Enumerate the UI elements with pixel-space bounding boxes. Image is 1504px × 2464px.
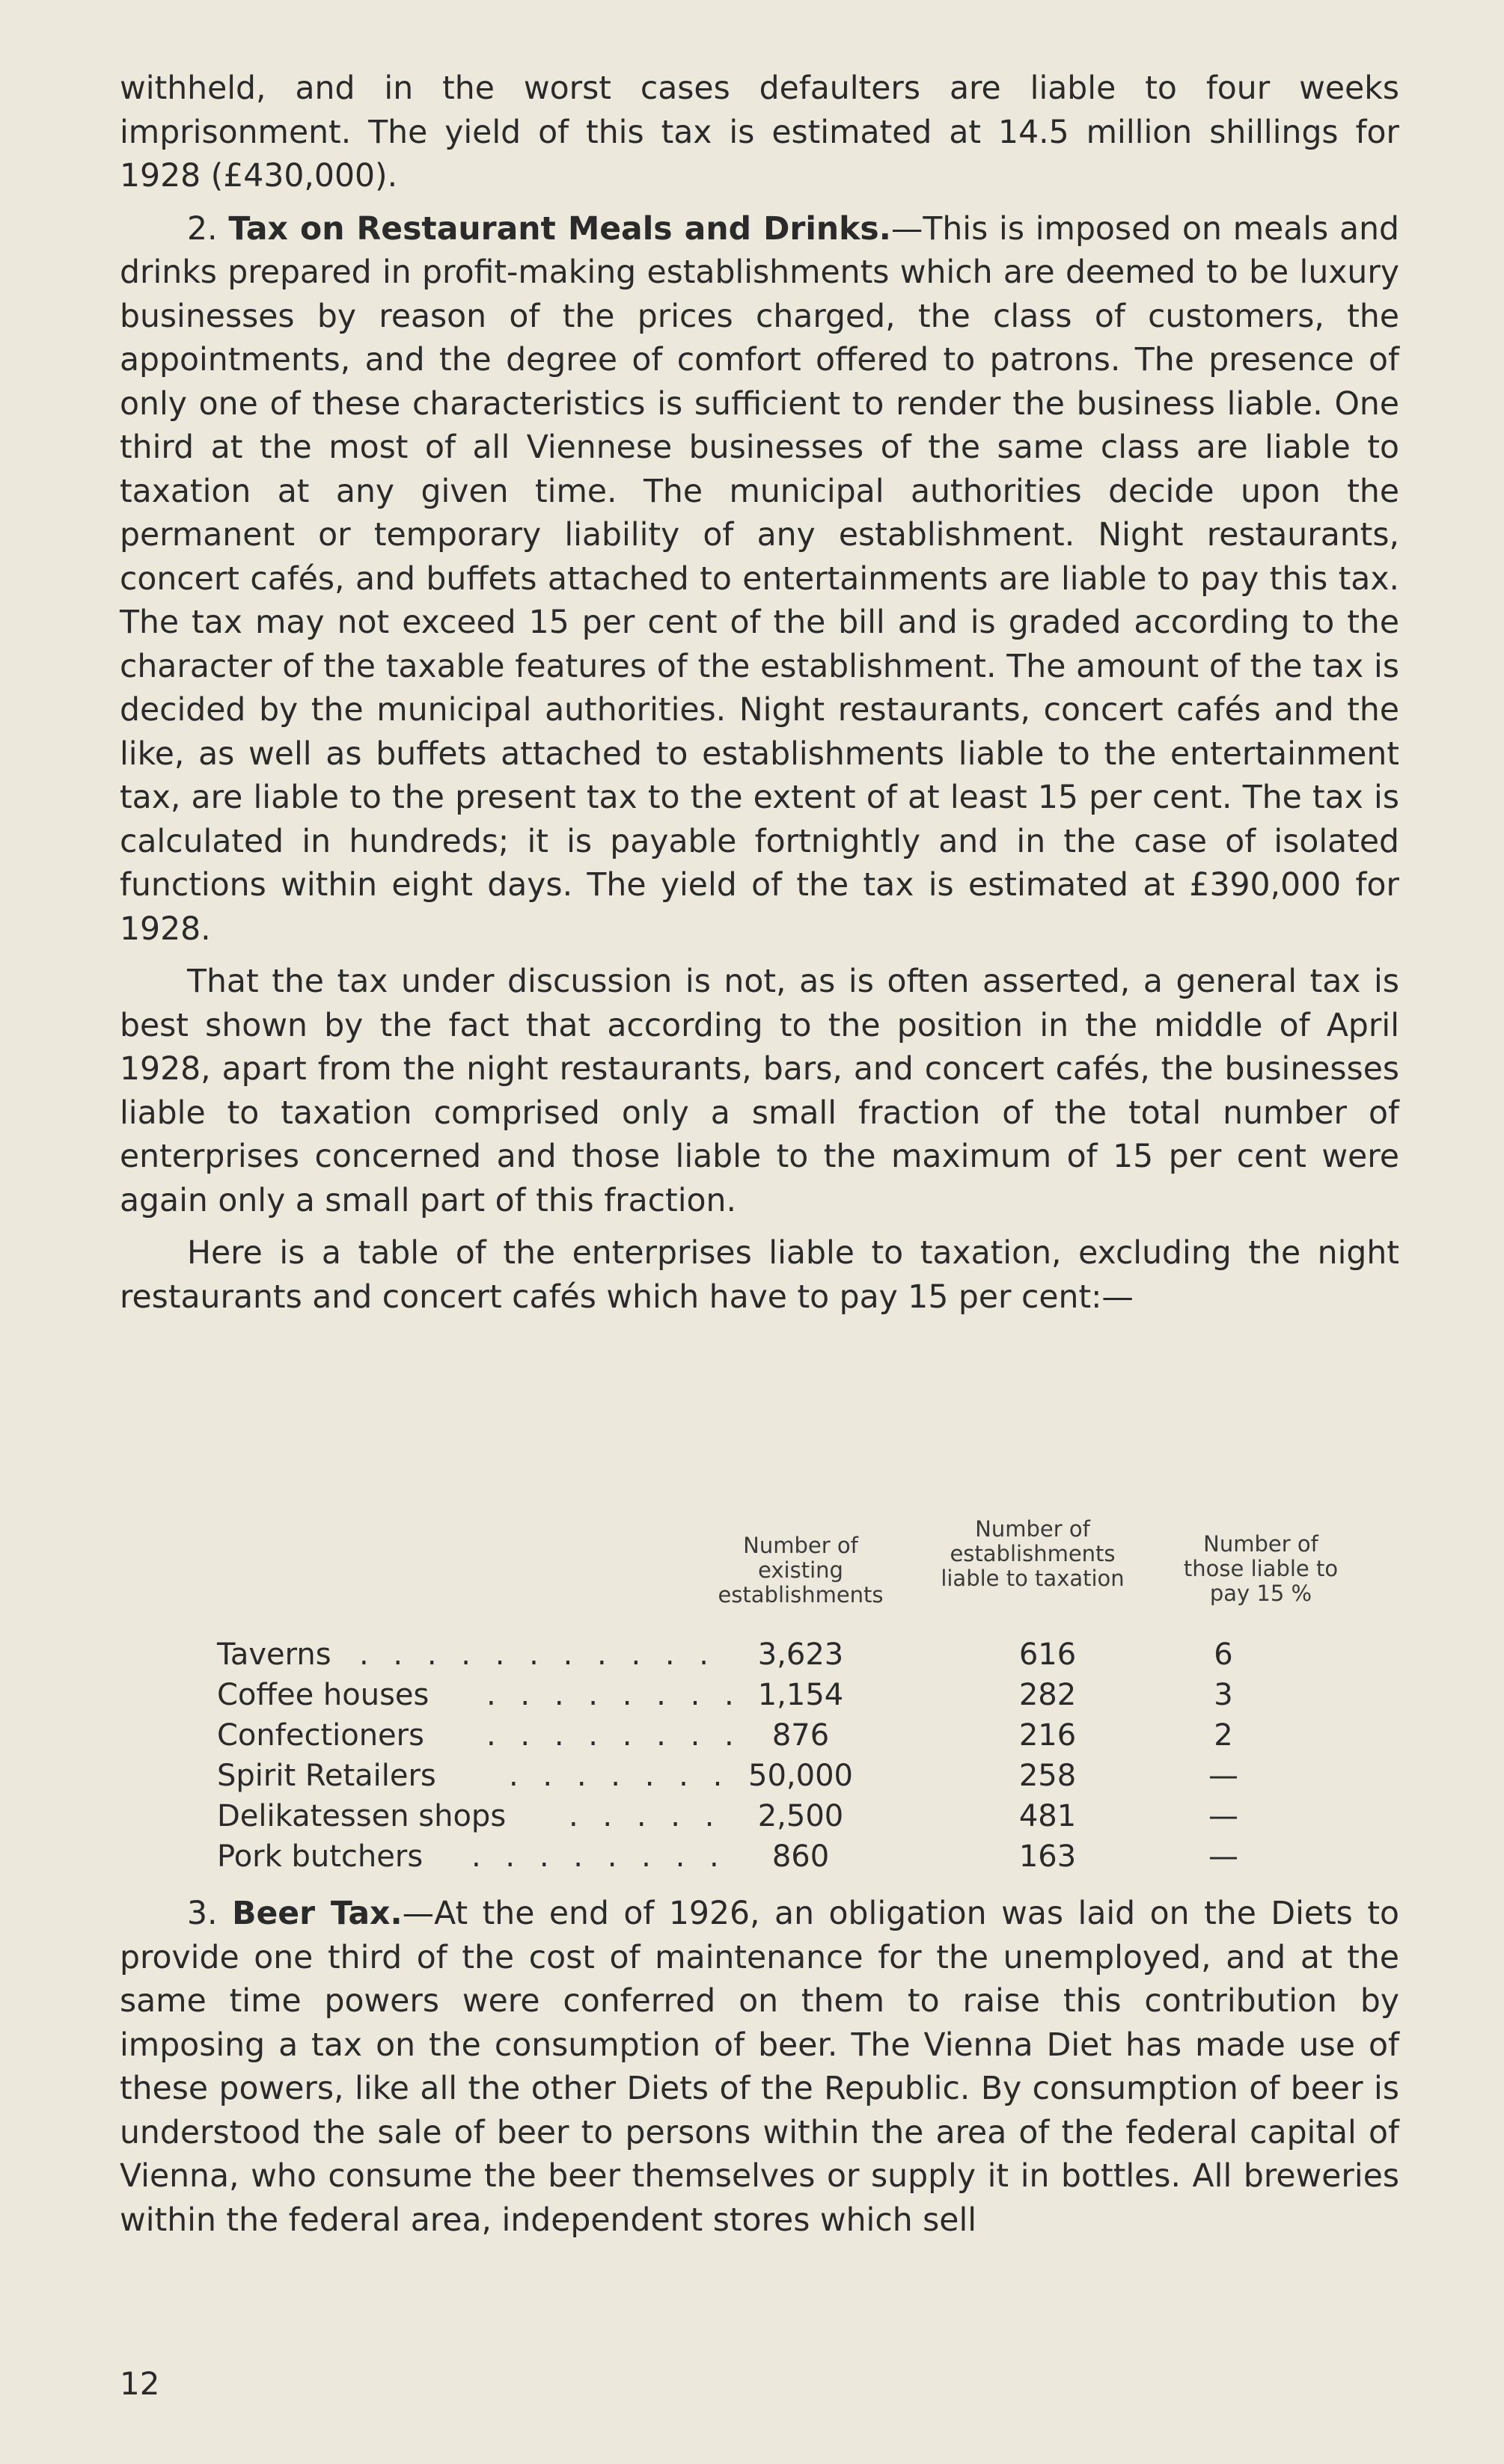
body-text-top [120,67,1399,1328]
cell-existing: 876 [771,1718,830,1753]
leader-dots: . . . . . . . . [471,1839,727,1874]
cell-fifteen: — [1208,1799,1238,1833]
section-body: —This is imposed on meals and drinks prepared in profit-making establishments which are deemed to be luxury businesses by reason of the prices charged, the class of customers, the appointments, and the degree of comfort offered to patrons. The presence of only one of these characteristics is sufficient to render the business liable. One third at the most of all Viennese businesses of the same class are liable to taxation at any given time. The municipal authorities decide upon the permanent or temporary liability of any establishment. Night restaurants, concert cafés, and buffets attached to entertainments are liable to pay this tax. The tax may not exceed 15 per cent of the bill and is graded according to the character of the taxable features of the establishment. The amount of the tax is decided by the municipal authorities. Night restaurants, concert cafés and the like, as well as buffets attached to establishments liable to the entertainment tax, are liable to the present tax to the extent of at least 15 per cent. The tax is calculated in hundreds; it is payable fortnightly and in the case of isolated functions within eight days. The yield of the tax is estimated at £390,000 for 1928. [120,210,1399,948]
cell-existing: 3,623 [757,1637,844,1672]
cell-fifteen: — [1208,1759,1238,1793]
table-row [217,1634,1354,1675]
cell-existing: 1,154 [757,1678,844,1712]
row-label: Confectioners [217,1718,424,1753]
body-text-bottom [120,1893,1399,2252]
table-row [217,1675,1354,1715]
section-heading: Beer Tax. [232,1895,403,1932]
row-label: Coffee houses [217,1678,430,1712]
leader-dots: . . . . . . . [509,1759,730,1793]
cell-liable: 216 [1018,1718,1077,1753]
page-number: 12 [120,2365,160,2402]
paragraph-table-intro: Here is a table of the enterprises liable to taxation, excluding the night restaurants and concert cafés which have to pay 15 per cent:— [120,1235,1399,1316]
cell-existing: 860 [771,1839,830,1874]
leader-dots: . . . . . . . . [486,1678,742,1712]
cell-existing: 2,500 [757,1799,844,1833]
section-heading: Tax on Restaurant Meals and Drinks. [228,210,891,248]
row-label: Taverns [217,1637,331,1672]
cell-fifteen: — [1208,1839,1238,1874]
cell-fifteen: 6 [1214,1637,1233,1672]
cell-existing: 50,000 [748,1759,853,1793]
leader-dots: . . . . . [569,1799,722,1833]
cell-liable: 282 [1018,1678,1077,1712]
header-existing: Number of existing establishments [718,1533,884,1608]
row-label: Pork butchers [217,1839,424,1874]
table-row [217,1836,1354,1877]
leader-dots: . . . . . . . . . . . [359,1637,717,1672]
header-liable: Number of establishments liable to taxation [941,1516,1125,1591]
cell-liable: 163 [1018,1839,1077,1874]
table-row [217,1715,1354,1756]
cell-fifteen: 3 [1214,1678,1233,1712]
cell-liable: 481 [1018,1799,1077,1833]
paragraph-beer-tax [120,1893,1399,2243]
row-label: Spirit Retailers [217,1759,436,1793]
section-body: —At the end of 1926, an obligation was laid on the Diets to provide one third of the cost of maintenance for the unemployed, and at the same time powers were conferred on them to raise this contribution by imposing a tax on the consumption of beer. The Vienna Diet has made use of these powers, like all the other Diets of the Republic. By consumption of beer is understood the sale of beer to persons within the area of the federal capital of Vienna, who consume the beer themselves or supply it in bottles. All breweries within the federal area, independent stores which sell [120,1895,1399,2239]
table-row [217,1796,1354,1836]
leader-dots: . . . . . . . . [486,1718,742,1753]
section-number: 2. [187,210,218,248]
paragraph-continuation: withheld, and in the worst cases defaulters are liable to four weeks imprisonment. The yield of this tax is estimated at 14.5 million shillings for 1928 (£430,000). [120,70,1399,194]
cell-fifteen: 2 [1214,1718,1233,1753]
row-label: Delikatessen shops [217,1799,507,1833]
paragraph-restaurant-tax [120,208,1399,952]
section-number: 3. [187,1895,218,1932]
cell-liable: 616 [1018,1637,1077,1672]
header-fifteen: Number of those liable to pay 15 % [1183,1531,1339,1606]
table-row [217,1756,1354,1796]
cell-liable: 258 [1018,1759,1077,1793]
paragraph-discussion: That the tax under discussion is not, as is often asserted, a general tax is best shown by the fact that according to the position in the middle of April 1928, apart from the night restaurants, bars, and concert cafés, the businesses liable to taxation comprised only a small fraction of the total number of enterprises concerned and those liable to the maximum of 15 per cent were again only a small part of this fraction. [120,963,1399,1219]
